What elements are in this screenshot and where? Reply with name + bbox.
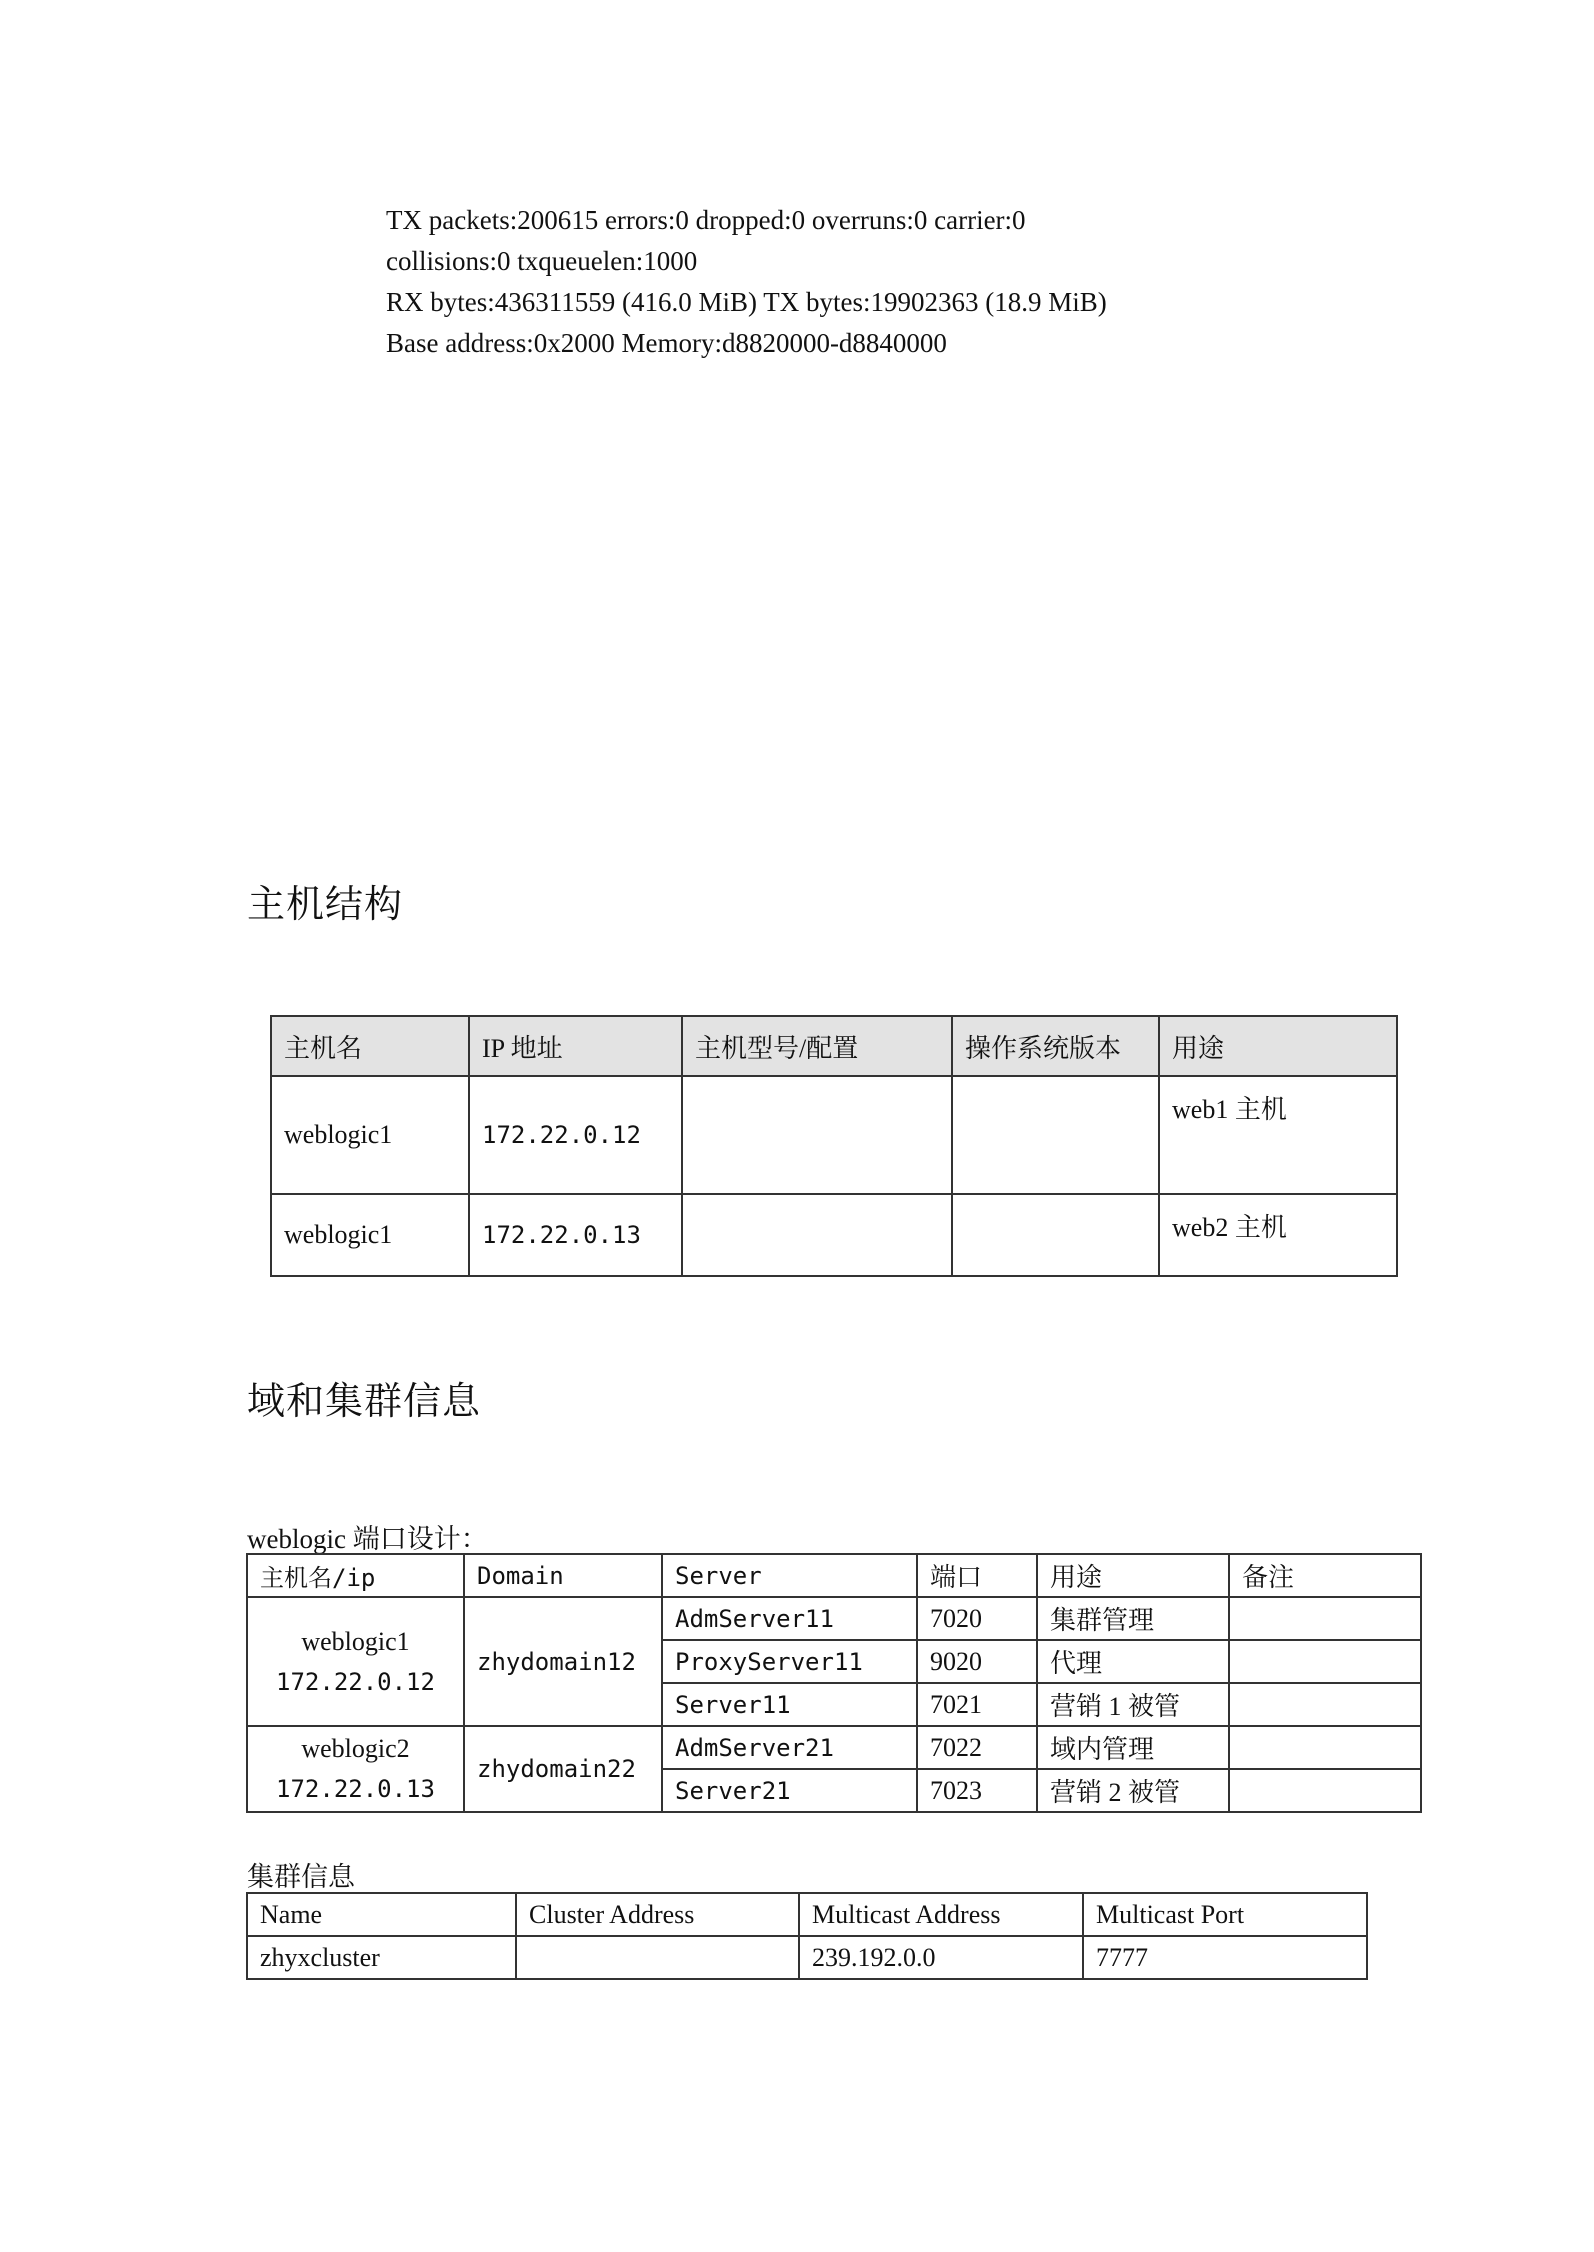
port-cell: 7023	[917, 1769, 1037, 1812]
domain-cell: zhydomain12	[464, 1597, 662, 1726]
multicast-address-cell: 239.192.0.0	[799, 1936, 1083, 1979]
group-host-name: weblogic1	[301, 1626, 410, 1656]
section-title-domain-cluster: 域和集群信息	[247, 1379, 482, 1423]
cluster-caption: 集群信息	[247, 1862, 355, 1892]
ports-header-cell: 备注	[1229, 1554, 1421, 1597]
use-cell: 营销 2 被管	[1037, 1769, 1229, 1812]
host-model-cell	[682, 1194, 952, 1276]
cluster-header-cell: Name	[247, 1893, 516, 1936]
ports-header-row	[247, 1554, 1421, 1597]
host-use-cell: web1 主机	[1159, 1076, 1397, 1194]
ports-table	[246, 1553, 1422, 1813]
cluster-header-cell: Cluster Address	[516, 1893, 799, 1936]
host-name-cell: weblogic1	[271, 1194, 469, 1276]
table-row	[247, 1597, 1421, 1640]
server-cell: AdmServer21	[662, 1726, 917, 1769]
host-model-cell	[682, 1076, 952, 1194]
cluster-address-cell	[516, 1936, 799, 1979]
cluster-header-row	[247, 1893, 1367, 1936]
net-line-collisions: collisions:0 txqueuelen:1000	[386, 246, 698, 276]
group-host-ip: 172.22.0.12	[276, 1667, 435, 1696]
hosts-table	[270, 1015, 1398, 1277]
table-row	[247, 1936, 1367, 1979]
cluster-header-cell: Multicast Port	[1083, 1893, 1367, 1936]
table-row	[247, 1726, 1421, 1769]
host-name-cell: weblogic1	[271, 1076, 469, 1194]
net-line-rx-tx-bytes: RX bytes:436311559 (416.0 MiB) TX bytes:19902363 (18.9 MiB)	[386, 287, 1107, 317]
ports-header-cell: 主机名/ip	[247, 1554, 464, 1597]
hosts-header-cell: 主机名	[271, 1016, 469, 1076]
port-cell: 7021	[917, 1683, 1037, 1726]
port-cell: 9020	[917, 1640, 1037, 1683]
hosts-header-cell: IP 地址	[469, 1016, 682, 1076]
table-row	[271, 1076, 1397, 1194]
hosts-header-cell: 用途	[1159, 1016, 1397, 1076]
host-ip-cell: 172.22.0.13	[469, 1194, 682, 1276]
host-os-cell	[952, 1076, 1159, 1194]
note-cell	[1229, 1640, 1421, 1683]
hosts-header-cell: 主机型号/配置	[682, 1016, 952, 1076]
cluster-table	[246, 1892, 1368, 1980]
note-cell	[1229, 1726, 1421, 1769]
host-group-cell	[247, 1726, 464, 1812]
server-cell: ProxyServer11	[662, 1640, 917, 1683]
ports-header-cell: 用途	[1037, 1554, 1229, 1597]
ports-header-cell: 端口	[917, 1554, 1037, 1597]
note-cell	[1229, 1683, 1421, 1726]
hosts-header-cell: 操作系统版本	[952, 1016, 1159, 1076]
group-host-ip: 172.22.0.13	[276, 1775, 435, 1803]
ports-caption: weblogic 端口设计：	[247, 1524, 488, 1554]
use-cell: 集群管理	[1037, 1597, 1229, 1640]
ports-header-cell: Server	[662, 1554, 917, 1597]
table-row	[271, 1194, 1397, 1276]
ports-header-cell: Domain	[464, 1554, 662, 1597]
use-cell: 代理	[1037, 1640, 1229, 1683]
port-cell: 7020	[917, 1597, 1037, 1640]
multicast-port-cell: 7777	[1083, 1936, 1367, 1979]
domain-cell: zhydomain22	[464, 1726, 662, 1812]
server-cell: AdmServer11	[662, 1597, 917, 1640]
port-cell: 7022	[917, 1726, 1037, 1769]
host-ip-cell: 172.22.0.12	[469, 1076, 682, 1194]
host-use-cell: web2 主机	[1159, 1194, 1397, 1276]
note-cell	[1229, 1597, 1421, 1640]
server-cell: Server21	[662, 1769, 917, 1812]
net-line-tx: TX packets:200615 errors:0 dropped:0 overruns:0 carrier:0	[386, 205, 1026, 235]
server-cell: Server11	[662, 1683, 917, 1726]
group-host-name: weblogic2	[301, 1734, 410, 1763]
use-cell: 营销 1 被管	[1037, 1683, 1229, 1726]
section-title-host-structure: 主机结构	[247, 882, 404, 926]
cluster-name-cell: zhyxcluster	[247, 1936, 516, 1979]
host-os-cell	[952, 1194, 1159, 1276]
cluster-header-cell: Multicast Address	[799, 1893, 1083, 1936]
use-cell: 域内管理	[1037, 1726, 1229, 1769]
note-cell	[1229, 1769, 1421, 1812]
hosts-header-row	[271, 1016, 1397, 1076]
net-line-base-address: Base address:0x2000 Memory:d8820000-d8840000	[386, 328, 947, 358]
host-group-cell	[247, 1597, 464, 1726]
